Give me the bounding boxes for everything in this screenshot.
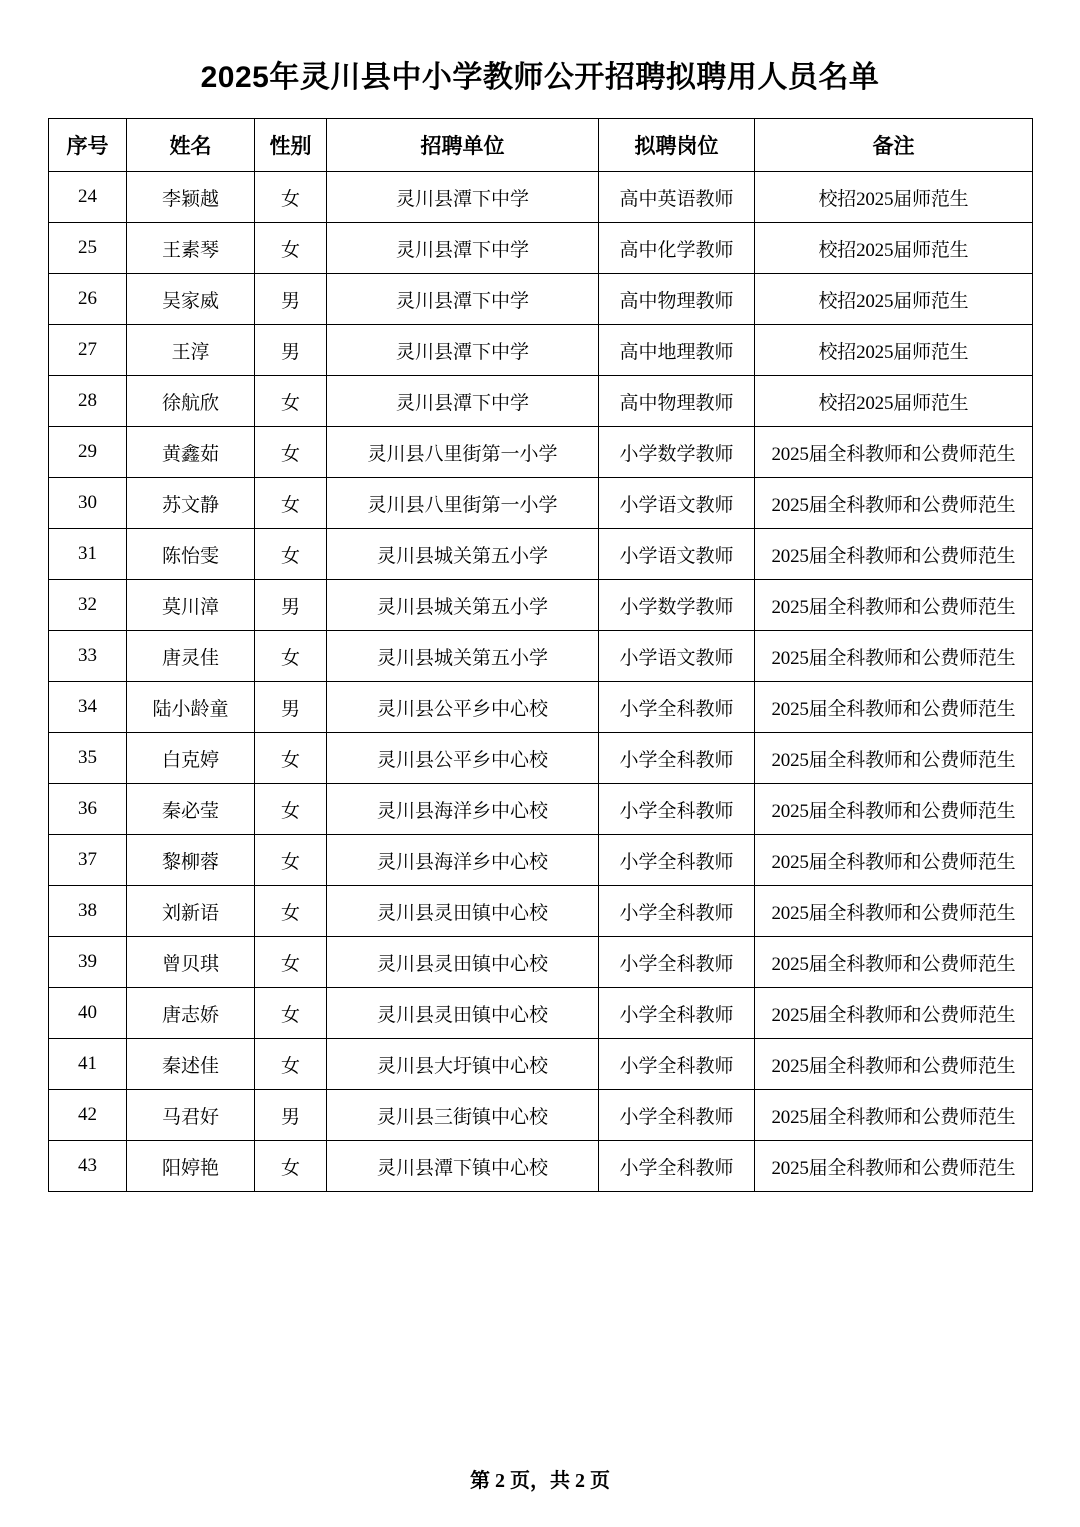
cell-note: 校招2025届师范生 xyxy=(755,376,1033,427)
cell-note: 校招2025届师范生 xyxy=(755,172,1033,223)
cell-post: 高中地理教师 xyxy=(599,325,755,376)
cell-post: 小学语文教师 xyxy=(599,478,755,529)
cell-name: 白克婷 xyxy=(127,733,255,784)
cell-seq: 39 xyxy=(49,937,127,988)
cell-note: 2025届全科教师和公费师范生 xyxy=(755,937,1033,988)
cell-post: 小学数学教师 xyxy=(599,580,755,631)
cell-gender: 女 xyxy=(255,988,327,1039)
cell-unit: 灵川县灵田镇中心校 xyxy=(327,886,599,937)
cell-name: 阳婷艳 xyxy=(127,1141,255,1192)
cell-note: 校招2025届师范生 xyxy=(755,223,1033,274)
table-row xyxy=(49,172,1033,223)
table-header-row xyxy=(49,119,1033,172)
cell-unit: 灵川县大圩镇中心校 xyxy=(327,1039,599,1090)
cell-name: 秦必莹 xyxy=(127,784,255,835)
table-row xyxy=(49,886,1033,937)
cell-name: 王淳 xyxy=(127,325,255,376)
table-row xyxy=(49,223,1033,274)
hiring-roster-table xyxy=(48,118,1033,1192)
cell-unit: 灵川县八里街第一小学 xyxy=(327,478,599,529)
cell-name: 莫川漳 xyxy=(127,580,255,631)
cell-name: 陆小龄童 xyxy=(127,682,255,733)
cell-unit: 灵川县海洋乡中心校 xyxy=(327,784,599,835)
cell-unit: 灵川县城关第五小学 xyxy=(327,631,599,682)
cell-unit: 灵川县潭下中学 xyxy=(327,325,599,376)
cell-seq: 41 xyxy=(49,1039,127,1090)
cell-post: 高中物理教师 xyxy=(599,274,755,325)
cell-unit: 灵川县灵田镇中心校 xyxy=(327,988,599,1039)
cell-note: 校招2025届师范生 xyxy=(755,274,1033,325)
cell-gender: 女 xyxy=(255,784,327,835)
cell-note: 2025届全科教师和公费师范生 xyxy=(755,886,1033,937)
cell-name: 秦述佳 xyxy=(127,1039,255,1090)
cell-name: 唐灵佳 xyxy=(127,631,255,682)
cell-post: 小学全科教师 xyxy=(599,1090,755,1141)
cell-seq: 36 xyxy=(49,784,127,835)
cell-seq: 30 xyxy=(49,478,127,529)
cell-name: 徐航欣 xyxy=(127,376,255,427)
cell-unit: 灵川县潭下中学 xyxy=(327,376,599,427)
cell-note: 2025届全科教师和公费师范生 xyxy=(755,988,1033,1039)
page-footer: 第 2 页，共 2 页 xyxy=(470,1470,610,1492)
cell-gender: 女 xyxy=(255,733,327,784)
cell-note: 2025届全科教师和公费师范生 xyxy=(755,835,1033,886)
cell-gender: 女 xyxy=(255,427,327,478)
column-header-post: 拟聘岗位 xyxy=(599,119,755,172)
cell-post: 高中物理教师 xyxy=(599,376,755,427)
column-header-note: 备注 xyxy=(755,119,1033,172)
cell-note: 2025届全科教师和公费师范生 xyxy=(755,427,1033,478)
table-row xyxy=(49,631,1033,682)
cell-unit: 灵川县城关第五小学 xyxy=(327,529,599,580)
table-row xyxy=(49,682,1033,733)
cell-name: 李颖越 xyxy=(127,172,255,223)
cell-seq: 32 xyxy=(49,580,127,631)
cell-name: 曾贝琪 xyxy=(127,937,255,988)
cell-post: 小学全科教师 xyxy=(599,988,755,1039)
cell-seq: 42 xyxy=(49,1090,127,1141)
cell-unit: 灵川县公平乡中心校 xyxy=(327,733,599,784)
cell-seq: 24 xyxy=(49,172,127,223)
cell-post: 小学全科教师 xyxy=(599,682,755,733)
column-header-seq: 序号 xyxy=(49,119,127,172)
cell-post: 小学语文教师 xyxy=(599,631,755,682)
cell-name: 唐志娇 xyxy=(127,988,255,1039)
cell-unit: 灵川县八里街第一小学 xyxy=(327,427,599,478)
cell-unit: 灵川县潭下中学 xyxy=(327,223,599,274)
cell-unit: 灵川县灵田镇中心校 xyxy=(327,937,599,988)
cell-name: 苏文静 xyxy=(127,478,255,529)
cell-seq: 43 xyxy=(49,1141,127,1192)
cell-seq: 26 xyxy=(49,274,127,325)
table-row xyxy=(49,325,1033,376)
cell-name: 黄鑫茹 xyxy=(127,427,255,478)
cell-note: 2025届全科教师和公费师范生 xyxy=(755,631,1033,682)
cell-name: 陈怡雯 xyxy=(127,529,255,580)
cell-unit: 灵川县城关第五小学 xyxy=(327,580,599,631)
cell-seq: 38 xyxy=(49,886,127,937)
cell-name: 刘新语 xyxy=(127,886,255,937)
cell-gender: 女 xyxy=(255,1039,327,1090)
cell-gender: 男 xyxy=(255,325,327,376)
cell-unit: 灵川县潭下镇中心校 xyxy=(327,1141,599,1192)
cell-gender: 女 xyxy=(255,376,327,427)
cell-note: 2025届全科教师和公费师范生 xyxy=(755,478,1033,529)
cell-unit: 灵川县海洋乡中心校 xyxy=(327,835,599,886)
cell-seq: 34 xyxy=(49,682,127,733)
cell-gender: 女 xyxy=(255,172,327,223)
cell-post: 高中英语教师 xyxy=(599,172,755,223)
cell-seq: 29 xyxy=(49,427,127,478)
table-row xyxy=(49,835,1033,886)
cell-name: 马君好 xyxy=(127,1090,255,1141)
table-row xyxy=(49,1039,1033,1090)
cell-unit: 灵川县三街镇中心校 xyxy=(327,1090,599,1141)
cell-post: 小学数学教师 xyxy=(599,427,755,478)
cell-note: 2025届全科教师和公费师范生 xyxy=(755,529,1033,580)
cell-post: 小学全科教师 xyxy=(599,937,755,988)
table-row xyxy=(49,733,1033,784)
cell-note: 2025届全科教师和公费师范生 xyxy=(755,1039,1033,1090)
cell-unit: 灵川县潭下中学 xyxy=(327,172,599,223)
cell-seq: 31 xyxy=(49,529,127,580)
cell-note: 2025届全科教师和公费师范生 xyxy=(755,733,1033,784)
table-row xyxy=(49,1090,1033,1141)
table-row xyxy=(49,784,1033,835)
cell-unit: 灵川县公平乡中心校 xyxy=(327,682,599,733)
cell-note: 2025届全科教师和公费师范生 xyxy=(755,580,1033,631)
cell-post: 小学全科教师 xyxy=(599,835,755,886)
cell-gender: 女 xyxy=(255,835,327,886)
cell-seq: 27 xyxy=(49,325,127,376)
page-title: 2025年灵川县中小学教师公开招聘拟聘用人员名单 xyxy=(200,61,880,94)
cell-note: 2025届全科教师和公费师范生 xyxy=(755,682,1033,733)
cell-note: 2025届全科教师和公费师范生 xyxy=(755,1141,1033,1192)
cell-gender: 男 xyxy=(255,1090,327,1141)
table-row xyxy=(49,376,1033,427)
cell-seq: 40 xyxy=(49,988,127,1039)
cell-note: 2025届全科教师和公费师范生 xyxy=(755,784,1033,835)
cell-gender: 女 xyxy=(255,223,327,274)
table-row xyxy=(49,937,1033,988)
cell-gender: 女 xyxy=(255,886,327,937)
cell-post: 小学全科教师 xyxy=(599,1141,755,1192)
cell-post: 小学全科教师 xyxy=(599,1039,755,1090)
table-row xyxy=(49,1141,1033,1192)
table-row xyxy=(49,427,1033,478)
table-row xyxy=(49,988,1033,1039)
cell-name: 黎柳蓉 xyxy=(127,835,255,886)
cell-unit: 灵川县潭下中学 xyxy=(327,274,599,325)
cell-seq: 28 xyxy=(49,376,127,427)
table-row xyxy=(49,580,1033,631)
cell-post: 小学全科教师 xyxy=(599,733,755,784)
column-header-gender: 性别 xyxy=(255,119,327,172)
table-row xyxy=(49,478,1033,529)
cell-seq: 33 xyxy=(49,631,127,682)
cell-post: 小学语文教师 xyxy=(599,529,755,580)
cell-note: 校招2025届师范生 xyxy=(755,325,1033,376)
column-header-name: 姓名 xyxy=(127,119,255,172)
cell-gender: 男 xyxy=(255,274,327,325)
cell-seq: 25 xyxy=(49,223,127,274)
cell-post: 小学全科教师 xyxy=(599,886,755,937)
cell-post: 高中化学教师 xyxy=(599,223,755,274)
table-row xyxy=(49,529,1033,580)
cell-gender: 女 xyxy=(255,478,327,529)
cell-note: 2025届全科教师和公费师范生 xyxy=(755,1090,1033,1141)
cell-gender: 女 xyxy=(255,631,327,682)
cell-gender: 女 xyxy=(255,937,327,988)
cell-name: 王素琴 xyxy=(127,223,255,274)
table-row xyxy=(49,274,1033,325)
cell-seq: 37 xyxy=(49,835,127,886)
cell-seq: 35 xyxy=(49,733,127,784)
cell-gender: 男 xyxy=(255,580,327,631)
cell-gender: 女 xyxy=(255,529,327,580)
cell-gender: 男 xyxy=(255,682,327,733)
cell-name: 吴家威 xyxy=(127,274,255,325)
cell-gender: 女 xyxy=(255,1141,327,1192)
column-header-unit: 招聘单位 xyxy=(327,119,599,172)
cell-post: 小学全科教师 xyxy=(599,784,755,835)
